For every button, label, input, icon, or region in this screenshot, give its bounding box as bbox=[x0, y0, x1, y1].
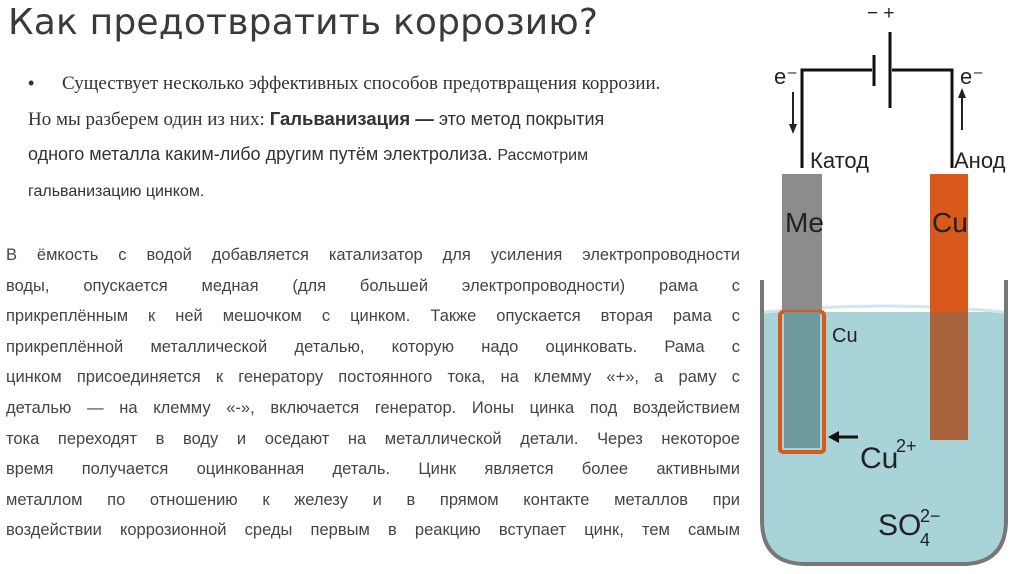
paragraph-line: деталью — на клемму «-», включается генератор. Ионы цинка под воздействием bbox=[6, 398, 740, 417]
electron-label-right: e⁻ bbox=[960, 64, 984, 89]
bullet-line-3-consider: Рассмотрим bbox=[497, 147, 589, 164]
paragraph-line: В ёмкость с водой добавляется катализатор для усиления электропроводности bbox=[6, 246, 740, 264]
description-paragraph bbox=[6, 240, 740, 546]
sulfate-charge: 2− bbox=[920, 506, 941, 526]
cathode-electrode bbox=[782, 174, 822, 312]
anode-electrode-label: Cu bbox=[932, 207, 968, 238]
bullet-line-2-intro: Но мы разберем один из них: bbox=[28, 109, 265, 130]
sulfate-label: SO bbox=[878, 509, 922, 542]
arrow-up-icon bbox=[958, 88, 966, 98]
ion-charge: 2+ bbox=[896, 436, 917, 456]
bullet-item bbox=[28, 66, 740, 101]
cathode-electrode-label: Me bbox=[785, 207, 824, 238]
paragraph-line: цинком присоединяется к генератору постоянного тока, на клемму «+», а раму с bbox=[6, 368, 740, 387]
cathode-label: Катод bbox=[810, 148, 869, 173]
bullet-line-3 bbox=[28, 137, 740, 173]
bullet-dot: • bbox=[28, 73, 35, 93]
bullet-line-4-text: гальванизацию цинком. bbox=[28, 183, 205, 200]
coating-label: Cu bbox=[832, 325, 858, 347]
bullet-line-1: Существует несколько эффективных способов предотвращения коррозии. bbox=[62, 73, 661, 94]
paragraph-line: воды, опускается медная (для большей электропроводности) рама с bbox=[6, 276, 740, 295]
anode-label: Анод bbox=[954, 148, 1006, 173]
paragraph-line: воздействии коррозионной среды первым в реакцию вступает цинк, тем самым bbox=[6, 521, 740, 540]
bullet-line-4 bbox=[28, 173, 740, 209]
paragraph-line: прикреплённым к ней мешочком с цинком. Также опускается вторая рама с bbox=[6, 307, 740, 326]
paragraph-line: время получается оцинкованная деталь. Цинк является более активными bbox=[6, 460, 740, 479]
page-title: Как предотвратить коррозию? bbox=[8, 2, 599, 43]
submerged-cathode bbox=[784, 312, 820, 448]
term-galvanization: Гальванизация — bbox=[269, 108, 434, 129]
paragraph-line: прикреплённой металлической деталью, которую надо оцинковать. Рама с bbox=[6, 337, 740, 356]
sulfate-subscript: 4 bbox=[920, 530, 931, 550]
bullet-line-2-definition: это метод покрытия bbox=[438, 109, 605, 129]
bullet-line-3-text: одного металла каким-либо другим путём электролиза. bbox=[28, 144, 493, 164]
submerged-anode bbox=[930, 312, 968, 440]
electrolysis-diagram bbox=[740, 0, 1024, 574]
paragraph-line: тока переходят в воду и оседают на металлической детали. Через некоторое bbox=[6, 429, 740, 448]
polarity-label: − + bbox=[867, 3, 895, 24]
paragraph-line: металлом по отношению к железу и в прямом контакте металлов при bbox=[6, 490, 740, 509]
arrow-down-icon bbox=[789, 124, 797, 134]
electron-label-left: e⁻ bbox=[774, 64, 798, 89]
wire-right bbox=[892, 70, 952, 168]
ion-label: Cu bbox=[860, 442, 899, 475]
bullet-list bbox=[28, 66, 740, 209]
anode-electrode bbox=[930, 174, 968, 312]
bullet-line-2 bbox=[28, 101, 740, 137]
